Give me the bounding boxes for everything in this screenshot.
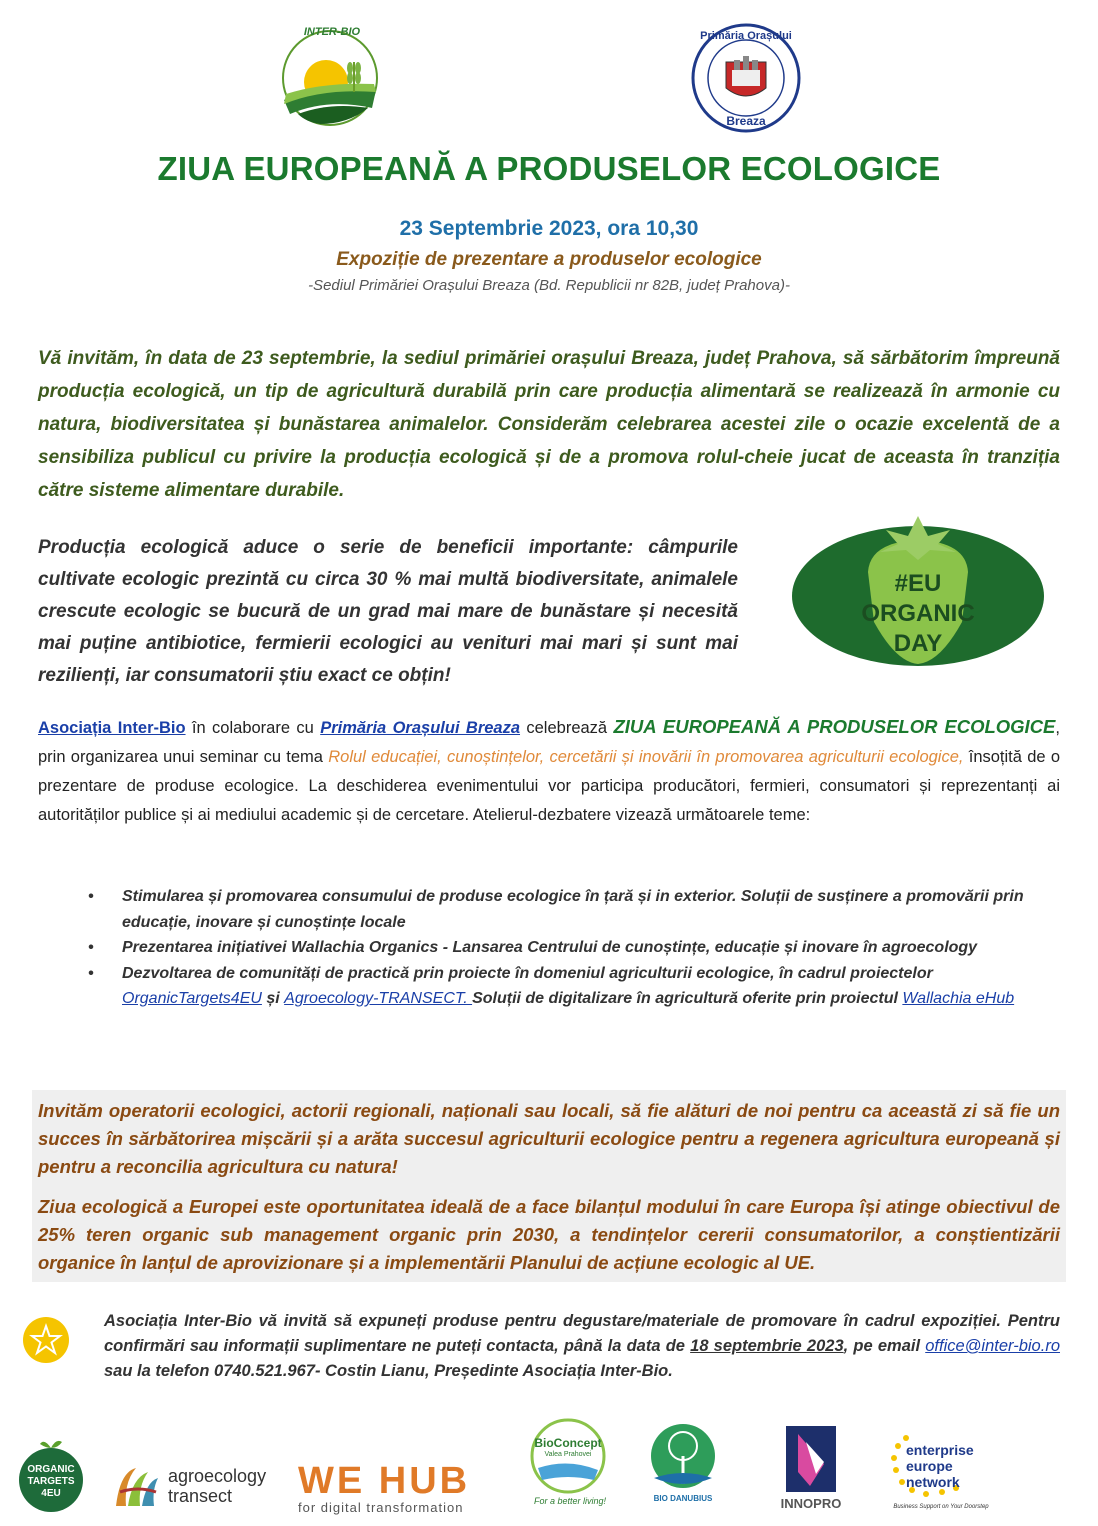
star-icon [22, 1316, 70, 1364]
inter-bio-link[interactable]: Asociația Inter-Bio [38, 719, 186, 737]
bioconcept-logo [524, 1418, 616, 1510]
topic-2-text: Prezentarea inițiativei Wallachia Organics - Lansarea Centrului de cunoștințe, educație și inovare în agroecology [122, 939, 978, 956]
topic-3-text-b: și [261, 990, 285, 1007]
organic-targets-line-2: TARGETS [27, 1476, 75, 1487]
intro-paragraph: Vă invităm, în data de 23 septembrie, la sediul primăriei orașului Breaza, județ Prahova, să sărbătorim împreună producția ecologică, un tip de agricultură durabilă prin care producția alimentară se realizează în armonie cu natura, biodiversitatea și bunăstarea animalelor. Considerăm celebrarea acestei zile o ocazie excelentă de a sensibiliza publicul cu privire la producția ecologică și de a promova rolul-cheie jucat de aceasta în tranziția către sisteme alimentare durabile. [38, 348, 1060, 501]
collab-text-3: , prin organizarea unui seminar cu tema [38, 719, 1060, 766]
een-tag: Business Support on Your Doorstep [893, 1504, 989, 1510]
agroecology-text-2: transect [168, 1486, 233, 1506]
primaria-logo-text-top: Primăria Orașului [700, 30, 792, 42]
inter-bio-logo-text: INTER-BIO [303, 26, 361, 38]
agroecology-transect-logo [112, 1462, 288, 1512]
invitation-paragraph: Invităm operatorii ecologici, actorii regionali, naționali sau locali, să fie alături de noi pentru ca această zi să fie un succes în sărbătorirea mișcării și a arăta succesul agriculturii ecologice pentru a regenera agricultura europeană și pentru a reconcilia agricultura cu natura! [38, 1100, 1060, 1177]
agroecology-transect-link[interactable]: Agroecology-TRANSECT. [284, 990, 473, 1007]
een-line-1: enterprise [906, 1442, 974, 1458]
bio-danubius-logo [644, 1420, 722, 1508]
event-subtitle: Expoziție de prezentare a produselor ecologice [336, 249, 762, 270]
inter-bio-logo [268, 22, 392, 128]
een-line-3: network [906, 1474, 960, 1490]
contact-text-1: Asociația Inter-Bio vă invită să expuneți produse pentru degustare/materiale de promovare în cadrul expoziției. Pentru confirmări sau informații suplimentare ne puteți contacta, până la data de [104, 1312, 1060, 1355]
wallachia-ehub-link[interactable]: Wallachia eHub [902, 990, 1015, 1007]
collab-text-1: în colaborare cu [185, 719, 321, 737]
page-title: ZIUA EUROPEANĂ A PRODUSELOR ECOLOGICE [157, 150, 941, 187]
bioconcept-text: BioConcept [534, 1436, 602, 1450]
list-item [88, 961, 1028, 1012]
event-venue: -Sediul Primăriei Orașului Breaza (Bd. Republicii nr 82B, județ Prahova)- [308, 277, 790, 294]
agroecology-text-1: agroecology [168, 1466, 267, 1486]
badge-line-1: #EU [894, 570, 942, 597]
seminar-theme: Rolul educației, cunoștințelor, cercetării și inovării în promovarea agriculturii ecologice, [328, 748, 964, 766]
bullet-icon: • [88, 888, 94, 905]
contact-text-3: sau la telefon 0740.521.967- Costin Lianu, Președinte Asociația Inter-Bio. [104, 1362, 673, 1380]
wehub-main-text: WE HUB [298, 1460, 471, 1502]
email-link[interactable]: office@inter-bio.ro [925, 1337, 1060, 1355]
topic-3-text-c: Soluții de digitalizare în agricultură oferite prin proiectul [472, 990, 903, 1007]
organictargets4eu-link[interactable]: OrganicTargets4EU [122, 990, 262, 1007]
innopro-logo [776, 1424, 846, 1516]
primaria-logo-text-bottom: Breaza [726, 114, 766, 128]
contact-deadline: 18 septembrie 2023 [690, 1337, 844, 1355]
enterprise-europe-network-logo [886, 1428, 996, 1518]
organic-targets-logo [16, 1434, 86, 1514]
bullet-icon: • [88, 964, 94, 982]
eu-organic-day-badge [790, 512, 1046, 668]
topics-list [88, 884, 1028, 1012]
benefits-paragraph: Producția ecologică aduce o serie de beneficii importante: câmpurile cultivate ecologic prezintă cu circa 30 % mai multă biodiversitate, animalele crescute ecologic se bucură de un grad mai mare de bunăstare și necesită mai puține antibiotice, fermierii ecologici au venituri mai mari și sunt mai rezilienți, iar consumatorii știu exact ce obțin! [38, 537, 738, 686]
wehub-sub-text: for digital transformation [298, 1500, 464, 1515]
event-name-highlight: ZIUA EUROPEANĂ A PRODUSELOR ECOLOGICE [613, 716, 1056, 737]
collaboration-paragraph [38, 712, 1060, 830]
eco-day-paragraph: Ziua ecologică a Europei este oportunitatea ideală de a face bilanțul modului în care Europa își atinge obiectivul de 25% teren organic sub management organic prin 2030, a tendințelor cererii consumatorilor, a conștientizării organice în lanțul de aprovizionare și a implementării Planului de acțiune ecologic al UE. [38, 1196, 1060, 1273]
wehub-logo [298, 1460, 498, 1518]
contact-text-2: , pe email [843, 1337, 926, 1355]
contact-paragraph [104, 1309, 1060, 1384]
bullet-icon: • [88, 939, 94, 956]
bioconcept-sub: Valea Prahovei [544, 1451, 592, 1458]
list-item [88, 935, 1028, 961]
bioconcept-tag: For a better living! [533, 1496, 607, 1506]
event-date: 23 Septembrie 2023, ora 10,30 [399, 217, 699, 240]
badge-line-3: DAY [893, 630, 943, 657]
bio-danubius-text: BIO DANUBIUS [653, 1494, 713, 1503]
een-line-2: europe [906, 1458, 953, 1474]
innopro-text: INNOPRO [780, 1496, 842, 1511]
topic-3-text-a: Dezvoltarea de comunități de practică prin proiecte în domeniul agriculturii ecologice, în cadrul proiectelor [122, 964, 933, 982]
organic-targets-line-3: 4EU [41, 1488, 61, 1499]
list-item [88, 884, 1028, 935]
primaria-breaza-logo [690, 22, 802, 134]
topic-1-text: Stimularea și promovarea consumului de produse ecologice în țară și in exterior. Soluții de susținere a promovării prin educație, inovare și cunoștințe locale [122, 888, 1024, 931]
organic-targets-line-1: ORGANIC [27, 1464, 75, 1475]
collab-text-2: celebrează [520, 719, 614, 737]
primaria-link[interactable]: Primăria Orașului Breaza [320, 719, 521, 737]
badge-line-2: ORGANIC [861, 600, 975, 627]
collab-text-4: însoțită de o prezentare de produse ecologice. La deschiderea evenimentului vor participa producători, fermieri, consumatori și reprezentanți ai autorităților publice și ai mediului academic și de cercetare. Atelierul-dezbatere vizează următoarele teme: [38, 748, 1061, 824]
